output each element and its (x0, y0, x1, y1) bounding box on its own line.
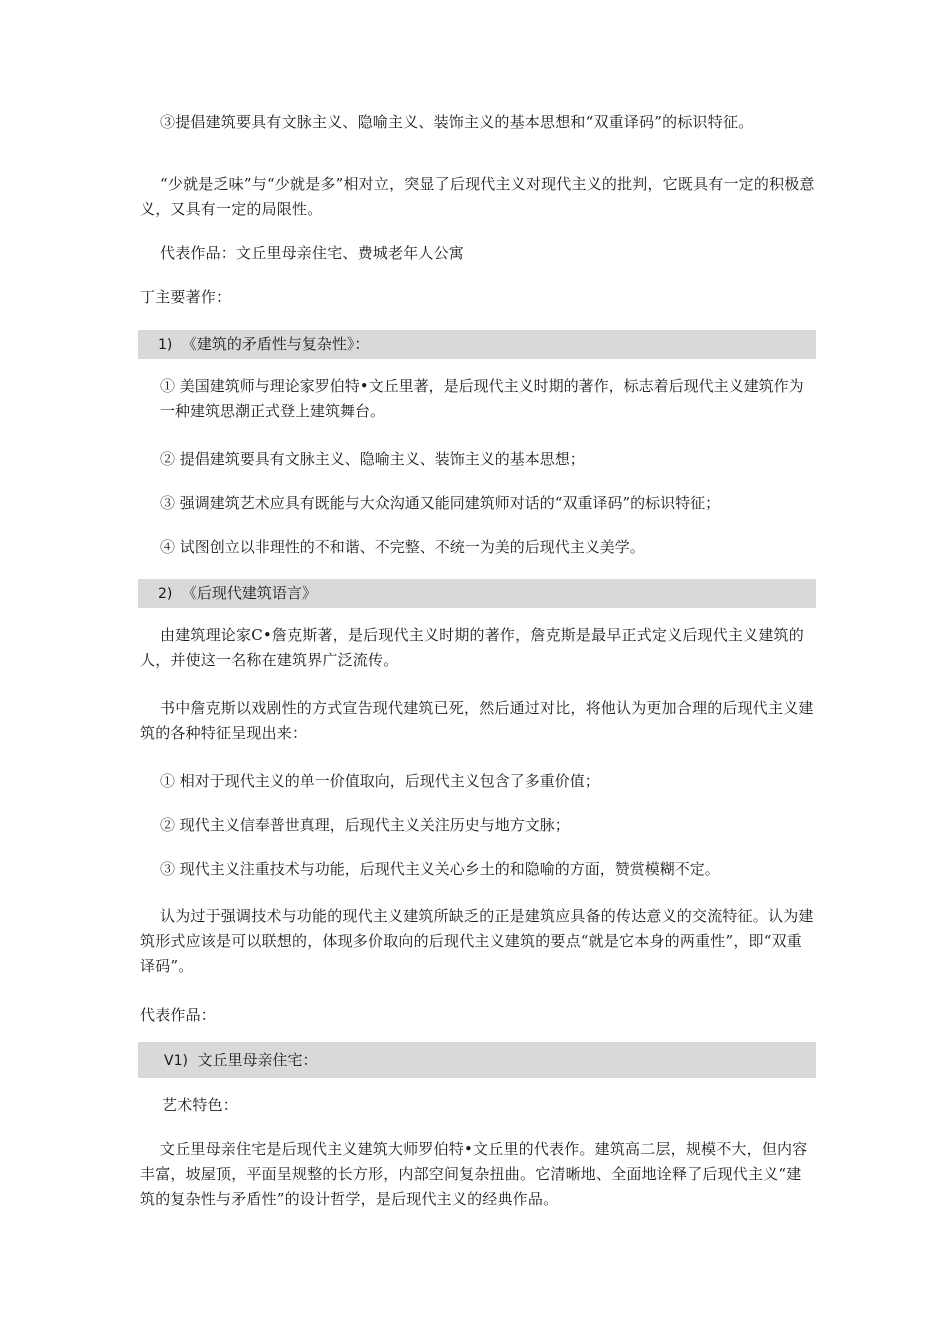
section-1-title: 《建筑的矛盾性与复杂性》： (181, 335, 370, 353)
section-heading-3 (138, 1042, 816, 1078)
section-1-number: 1) (158, 337, 173, 353)
section-3-title: 文丘里母亲住宅： (197, 1051, 318, 1069)
paragraph-3: 代表作品：文丘里母亲住宅、费城老年人公寓 (160, 244, 465, 262)
paragraph-6: 书中詹克斯以戏剧性的方式宣告现代建筑已死，然后通过对比，将他认为更加合理的后现代主义建筑的各种特征呈现出来： (140, 699, 814, 742)
section-heading-1 (138, 330, 816, 359)
list-item: ③ 现代主义注重技术与功能，后现代主义关心乡土的和隐喻的方面，赞赏模糊不定。 (160, 860, 720, 878)
paragraph-4: 丁主要著作： (140, 288, 232, 306)
list-item: ① 美国建筑师与理论家罗伯特•文丘里著，是后现代主义时期的著作，标志着后现代主义建筑作为一种建筑思潮正式登上建筑舞台。 (160, 377, 804, 420)
section-2-number: 2) (158, 586, 173, 602)
list-item: ① 相对于现代主义的单一价值取向，后现代主义包含了多重价值； (160, 772, 600, 790)
paragraph-9: 艺术特色： (162, 1096, 239, 1114)
paragraph-1: ③提倡建筑要具有文脉主义、隐喻主义、装饰主义的基本思想和“双重译码”的标识特征。 (160, 113, 754, 131)
section-2-title: 《后现代建筑语言》 (181, 584, 317, 602)
list-item: ② 提倡建筑要具有文脉主义、隐喻主义、装饰主义的基本思想； (160, 450, 585, 468)
paragraph-7: 认为过于强调技术与功能的现代主义建筑所缺乏的正是建筑应具备的传达意义的交流特征。认为建筑形式应该是可以联想的，体现多价取向的后现代主义建筑的要点“就是它本身的两重性”，即“双重译码”。 (140, 907, 814, 975)
list-item: ④ 试图创立以非理性的不和谐、不完整、不统一为美的后现代主义美学。 (160, 538, 645, 556)
paragraph-10: 文丘里母亲住宅是后现代主义建筑大师罗伯特•文丘里的代表作。建筑高二层，规模不大，但内容丰富，坡屋顶，平面呈规整的长方形，内部空间复杂扭曲。它清晰地、全面地诠释了后现代主义“建筑的复杂性与矛盾性”的设计哲学，是后现代主义的经典作品。 (140, 1140, 808, 1208)
paragraph-5: 由建筑理论家C•詹克斯著，是后现代主义时期的著作，詹克斯是最早正式定义后现代主义建筑的人，并使这一名称在建筑界广泛流传。 (140, 626, 804, 669)
list-item: ③ 强调建筑艺术应具有既能与大众沟通又能同建筑师对话的“双重译码”的标识特征； (160, 494, 721, 512)
section-3-number: V1) (164, 1053, 188, 1069)
section-heading-2 (138, 579, 816, 608)
list-item: ② 现代主义信奉普世真理，后现代主义关注历史与地方文脉； (160, 816, 570, 834)
paragraph-8: 代表作品： (140, 1006, 217, 1024)
paragraph-2: “少就是乏味”与“少就是多”相对立，突显了后现代主义对现代主义的批判，它既具有一定的积极意义，又具有一定的局限性。 (140, 175, 815, 218)
